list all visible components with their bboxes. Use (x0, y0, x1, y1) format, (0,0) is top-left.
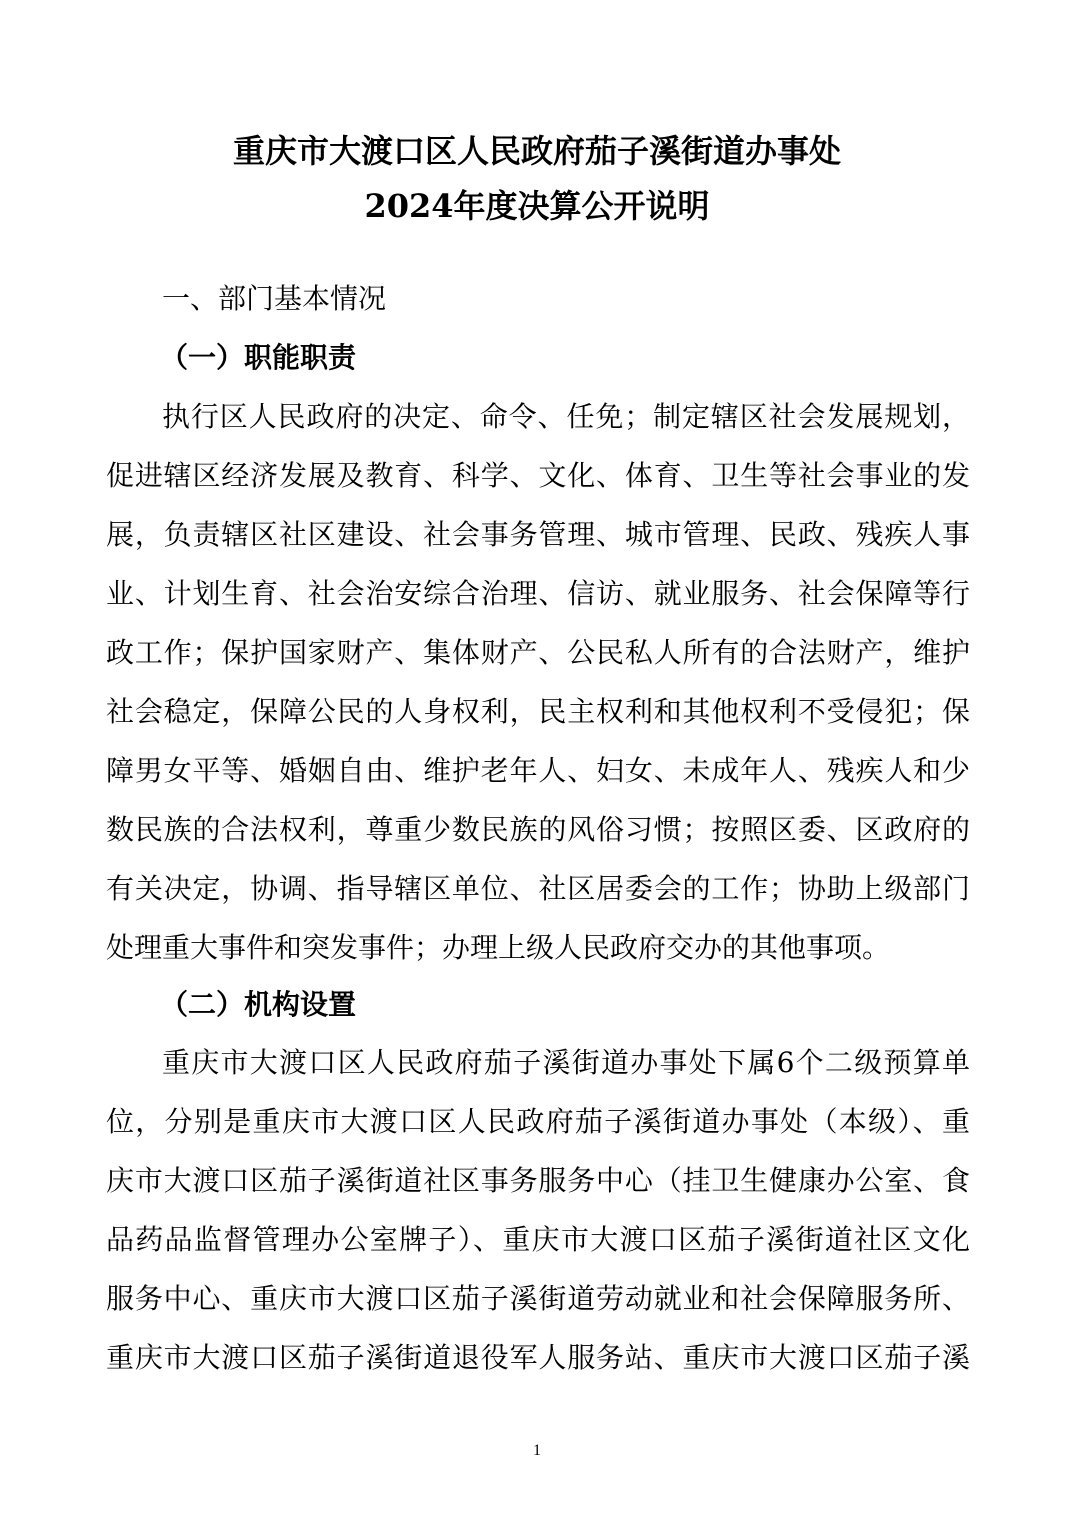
paragraph-line: 执行区人民政府的决定、命令、任免；制定辖区社会发展规划， (162, 400, 970, 433)
paragraph-line: 社会稳定，保障公民的人身权利，民主权利和其他权利不受侵犯；保 (106, 695, 970, 728)
paragraph-organization (106, 1041, 970, 1395)
document-title-line-2: 2024年度决算公开说明 (364, 187, 710, 225)
subsection-heading-organization: （二）机构设置 (160, 988, 357, 1021)
document-title-line-1: 重庆市大渡口区人民政府茄子溪街道办事处 (232, 132, 841, 170)
paragraph-line: 促进辖区经济发展及教育、科学、文化、体育、卫生等社会事业的发 (106, 459, 970, 492)
paragraph-line: 处理重大事件和突发事件；办理上级人民政府交办的其他事项。 (106, 931, 891, 964)
page-number: 1 (533, 1442, 541, 1459)
paragraph-duties (106, 395, 970, 985)
paragraph-line: 位，分别是重庆市大渡口区人民政府茄子溪街道办事处（本级）、重 (106, 1105, 970, 1138)
paragraph-line: 有关决定，协调、指导辖区单位、社区居委会的工作；协助上级部门 (106, 872, 970, 905)
paragraph-line: 障男女平等、婚姻自由、维护老年人、妇女、未成年人、残疾人和少 (106, 754, 970, 787)
paragraph-line: 重庆市大渡口区茄子溪街道退役军人服务站、重庆市大渡口区茄子溪 (106, 1341, 970, 1374)
subsection-heading-duties: （一）职能职责 (160, 341, 357, 374)
paragraph-line: 品药品监督管理办公室牌子）、重庆市大渡口区茄子溪街道社区文化 (106, 1223, 970, 1256)
paragraph-line: 数民族的合法权利，尊重少数民族的风俗习惯；按照区委、区政府的 (106, 813, 970, 846)
paragraph-line: 重庆市大渡口区人民政府茄子溪街道办事处下属6个二级预算单 (162, 1046, 970, 1079)
section-heading-basic-info: 一、部门基本情况 (162, 282, 387, 315)
paragraph-line: 服务中心、重庆市大渡口区茄子溪街道劳动就业和社会保障服务所、 (106, 1282, 970, 1315)
paragraph-line: 庆市大渡口区茄子溪街道社区事务服务中心（挂卫生健康办公室、食 (106, 1164, 970, 1197)
paragraph-line: 展，负责辖区社区建设、社会事务管理、城市管理、民政、残疾人事 (106, 518, 970, 551)
paragraph-line: 业、计划生育、社会治安综合治理、信访、就业服务、社会保障等行 (106, 577, 970, 610)
paragraph-line: 政工作；保护国家财产、集体财产、公民私人所有的合法财产，维护 (106, 636, 970, 669)
